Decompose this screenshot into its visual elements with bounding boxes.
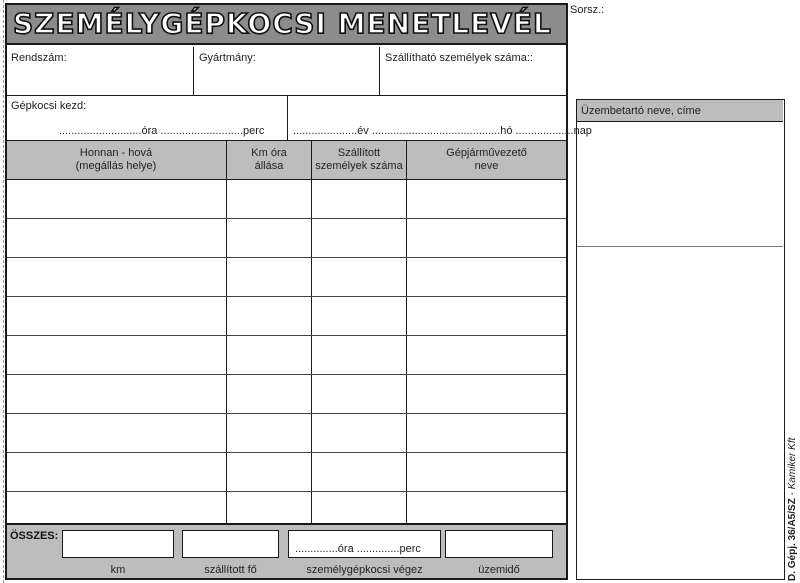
- divider: [287, 95, 288, 140]
- make-label: Gyártmány:: [199, 52, 256, 64]
- operating-time-field[interactable]: [445, 530, 553, 558]
- table-header: [7, 141, 566, 179]
- column-divider: [406, 140, 407, 523]
- divider: [379, 47, 380, 95]
- operator-panel: [576, 99, 785, 580]
- table-row[interactable]: [7, 257, 566, 258]
- operator-field[interactable]: [577, 122, 783, 246]
- summary-bar: [7, 523, 566, 578]
- capacity-label: Szállítható személyek száma::: [385, 52, 533, 64]
- operator-header: [577, 100, 783, 122]
- print-code-number: D. Gépj. 36/A5/SZ: [787, 498, 798, 581]
- capacity-field[interactable]: [383, 65, 563, 93]
- divider: [193, 47, 194, 95]
- end-time-field[interactable]: [288, 530, 441, 558]
- operator-label: Üzembetartó neve, címe: [581, 105, 701, 117]
- column-header-odometer: Km óra állása: [251, 147, 287, 172]
- make-field[interactable]: [197, 65, 377, 93]
- print-code: [787, 438, 798, 581]
- table-row[interactable]: [7, 374, 566, 375]
- form-title: SZEMÉLYGÉPKOCSI MENETLEVÉL: [13, 7, 552, 40]
- end-time-label: személygépkocsi végez: [306, 564, 423, 576]
- divider: [7, 179, 566, 180]
- column-header-passengers: Szállított személyek száma: [315, 147, 403, 172]
- table-row[interactable]: [7, 218, 566, 219]
- print-code-separator: -: [787, 489, 798, 499]
- km-total-field[interactable]: [62, 530, 174, 558]
- summary-label: ÖSSZES:: [10, 530, 59, 542]
- operating-time-label: üzemidő: [478, 564, 520, 576]
- serial-label: Sorsz.:: [570, 4, 605, 16]
- operator-divider: [577, 246, 783, 247]
- table-row[interactable]: [7, 452, 566, 453]
- column-divider: [226, 140, 227, 523]
- plate-label: Rendszám:: [11, 52, 67, 64]
- perforation-line: [3, 0, 4, 583]
- table-row[interactable]: [7, 296, 566, 297]
- column-divider: [311, 140, 312, 523]
- column-header-driver: Gépjárművezető neve: [446, 147, 527, 172]
- publisher-name: Kamiker Kft: [787, 437, 798, 490]
- start-time-field[interactable]: ...........................óra ...........................perc: [59, 125, 265, 137]
- start-label: Gépkocsi kezd:: [11, 100, 87, 112]
- start-date-field[interactable]: .....................év ..........................................hó ...................nap: [293, 125, 592, 137]
- passengers-total-field[interactable]: [182, 530, 279, 558]
- passengers-label: szállított fő: [204, 564, 257, 576]
- end-time-value: ..............óra ..............perc: [295, 543, 421, 555]
- table-row[interactable]: [7, 413, 566, 414]
- table-row[interactable]: [7, 491, 566, 492]
- table-row[interactable]: [7, 335, 566, 336]
- plate-field[interactable]: [9, 65, 189, 93]
- column-header-route: Honnan - hová (megállás helye): [75, 147, 157, 172]
- title-bar: [7, 5, 566, 45]
- km-label: km: [110, 564, 126, 576]
